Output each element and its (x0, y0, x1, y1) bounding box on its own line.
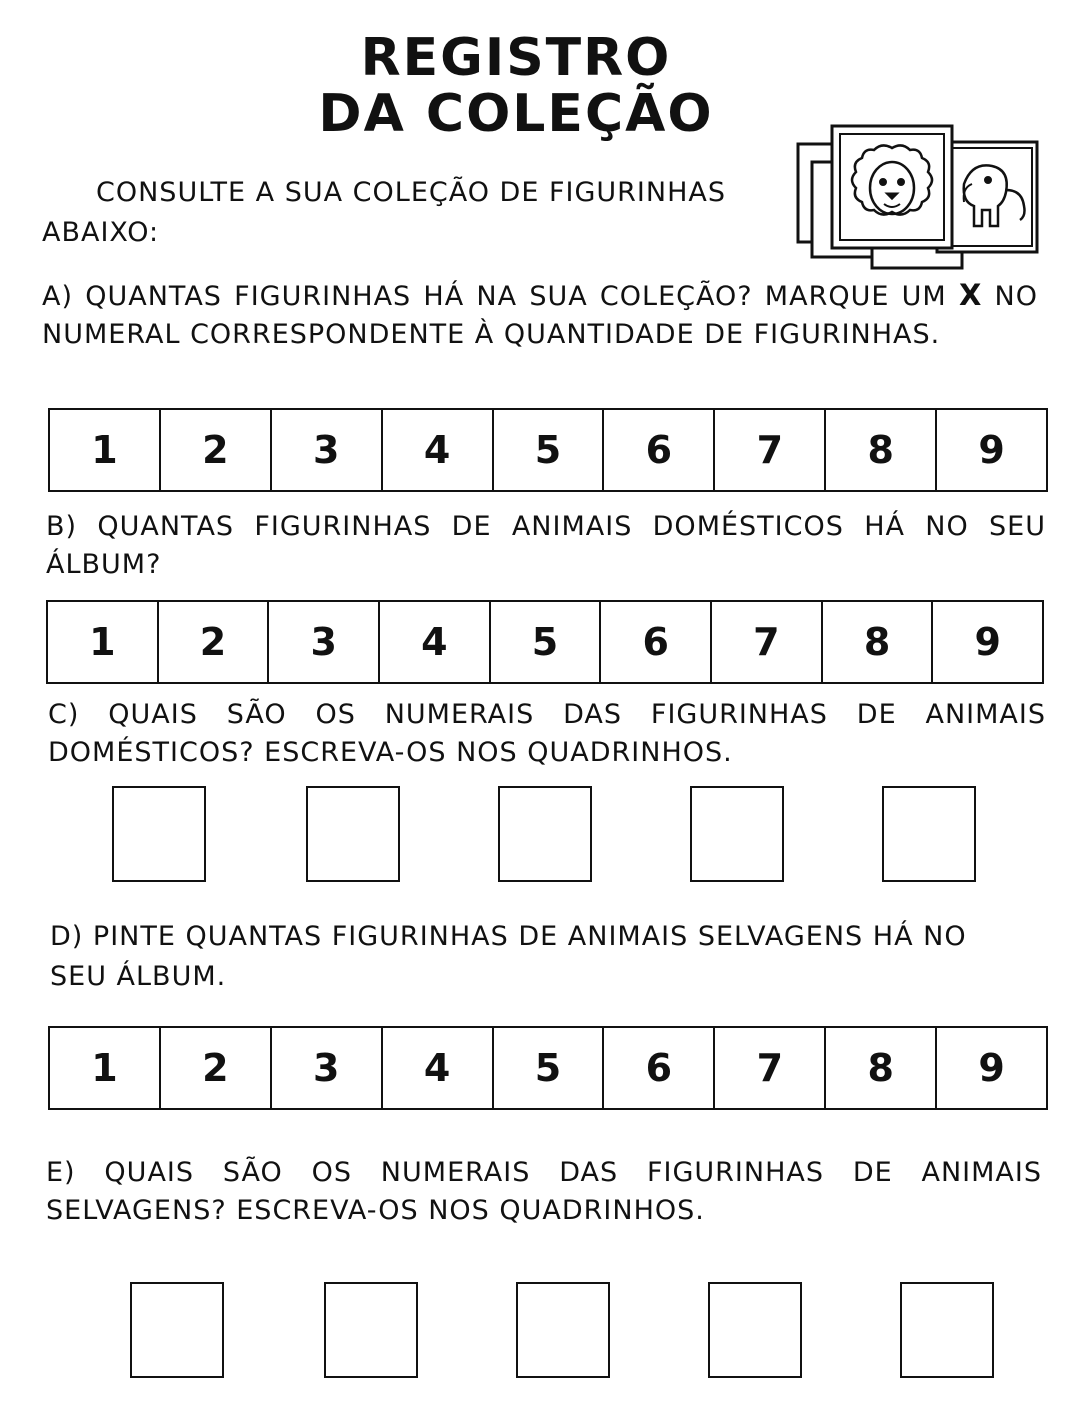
numeral-cell-a-2[interactable]: 2 (161, 410, 272, 490)
answer-box-e-4[interactable] (708, 1282, 802, 1378)
numeral-cell-d-4[interactable]: 4 (383, 1028, 494, 1108)
numeral-cell-d-2[interactable]: 2 (161, 1028, 272, 1108)
numeral-cell-d-8[interactable]: 8 (826, 1028, 937, 1108)
intro-line-2: ABAIXO: (42, 217, 160, 248)
answer-box-c-5[interactable] (882, 786, 976, 882)
numeral-cell-a-3[interactable]: 3 (272, 410, 383, 490)
numeral-cell-b-1[interactable]: 1 (48, 602, 159, 682)
answer-box-e-5[interactable] (900, 1282, 994, 1378)
answer-box-c-1[interactable] (112, 786, 206, 882)
answer-box-e-1[interactable] (130, 1282, 224, 1378)
question-d-line-2: SEU ÁLBUM. (50, 961, 227, 992)
question-e: E) QUAIS SÃO OS NUMERAIS DAS FIGURINHAS DE ANIMAIS SELVAGENS? ESCREVA-OS NOS QUADRINHOS. (46, 1157, 1042, 1226)
question-c: C) QUAIS SÃO OS NUMERAIS DAS FIGURINHAS DE ANIMAIS DOMÉSTICOS? ESCREVA-OS NOS QUADRINHOS. (48, 699, 1046, 768)
question-d-line-1: D) PINTE QUANTAS FIGURINHAS DE ANIMAIS SELVAGENS HÁ NO (50, 921, 967, 952)
intro-line-1: CONSULTE A SUA COLEÇÃO DE FIGURINHAS (96, 177, 726, 208)
numeral-cell-b-9[interactable]: 9 (974, 620, 1001, 664)
numeral-cell-b-6[interactable]: 6 (601, 602, 712, 682)
numeral-cell-a-4[interactable]: 4 (383, 410, 494, 490)
numeral-cell-d-3[interactable]: 3 (272, 1028, 383, 1108)
sticker-cards-icon (792, 122, 1042, 276)
numeral-cell-a-9[interactable]: 9 (978, 428, 1005, 472)
question-a-mark-x: X (958, 278, 983, 312)
answer-boxes-e (0, 1282, 1092, 1382)
question-a (42, 276, 1038, 354)
numeral-cell-b-2[interactable]: 2 (159, 602, 270, 682)
numeral-cell-b-8[interactable]: 8 (823, 602, 934, 682)
numeral-row-b (46, 600, 1044, 684)
answer-box-c-3[interactable] (498, 786, 592, 882)
numeral-cell-b-3[interactable]: 3 (269, 602, 380, 682)
numeral-cell-b-4[interactable]: 4 (380, 602, 491, 682)
numeral-cell-d-9[interactable]: 9 (978, 1046, 1005, 1090)
numeral-cell-a-8[interactable]: 8 (826, 410, 937, 490)
title-line-1: REGISTRO (360, 28, 672, 88)
numeral-row-d (48, 1026, 1048, 1110)
numeral-cell-d-5[interactable]: 5 (494, 1028, 605, 1108)
question-a-text-pre: A) QUANTAS FIGURINHAS HÁ NA SUA COLEÇÃO? MARQUE UM (42, 281, 959, 312)
numeral-cell-d-6[interactable]: 6 (604, 1028, 715, 1108)
question-a-text-post: NO NUMERAL CORRESPONDENTE À QUANTIDADE DE FIGURINHAS. (42, 281, 1038, 350)
numeral-cell-d-7[interactable]: 7 (715, 1028, 826, 1108)
numeral-cell-a-7[interactable]: 7 (715, 410, 826, 490)
answer-box-e-3[interactable] (516, 1282, 610, 1378)
numeral-cell-a-1[interactable]: 1 (50, 410, 161, 490)
answer-boxes-c (0, 786, 1092, 886)
answer-box-c-4[interactable] (690, 786, 784, 882)
numeral-cell-b-7[interactable]: 7 (712, 602, 823, 682)
numeral-cell-d-1[interactable]: 1 (50, 1028, 161, 1108)
numeral-cell-b-5[interactable]: 5 (491, 602, 602, 682)
answer-box-e-2[interactable] (324, 1282, 418, 1378)
numeral-cell-a-6[interactable]: 6 (604, 410, 715, 490)
question-b: B) QUANTAS FIGURINHAS DE ANIMAIS DOMÉSTICOS HÁ NO SEU ÁLBUM? (46, 511, 1046, 580)
answer-box-c-2[interactable] (306, 786, 400, 882)
numeral-row-a (48, 408, 1048, 492)
title-line-2: DA COLEÇÃO (318, 84, 714, 144)
numeral-cell-a-5[interactable]: 5 (494, 410, 605, 490)
